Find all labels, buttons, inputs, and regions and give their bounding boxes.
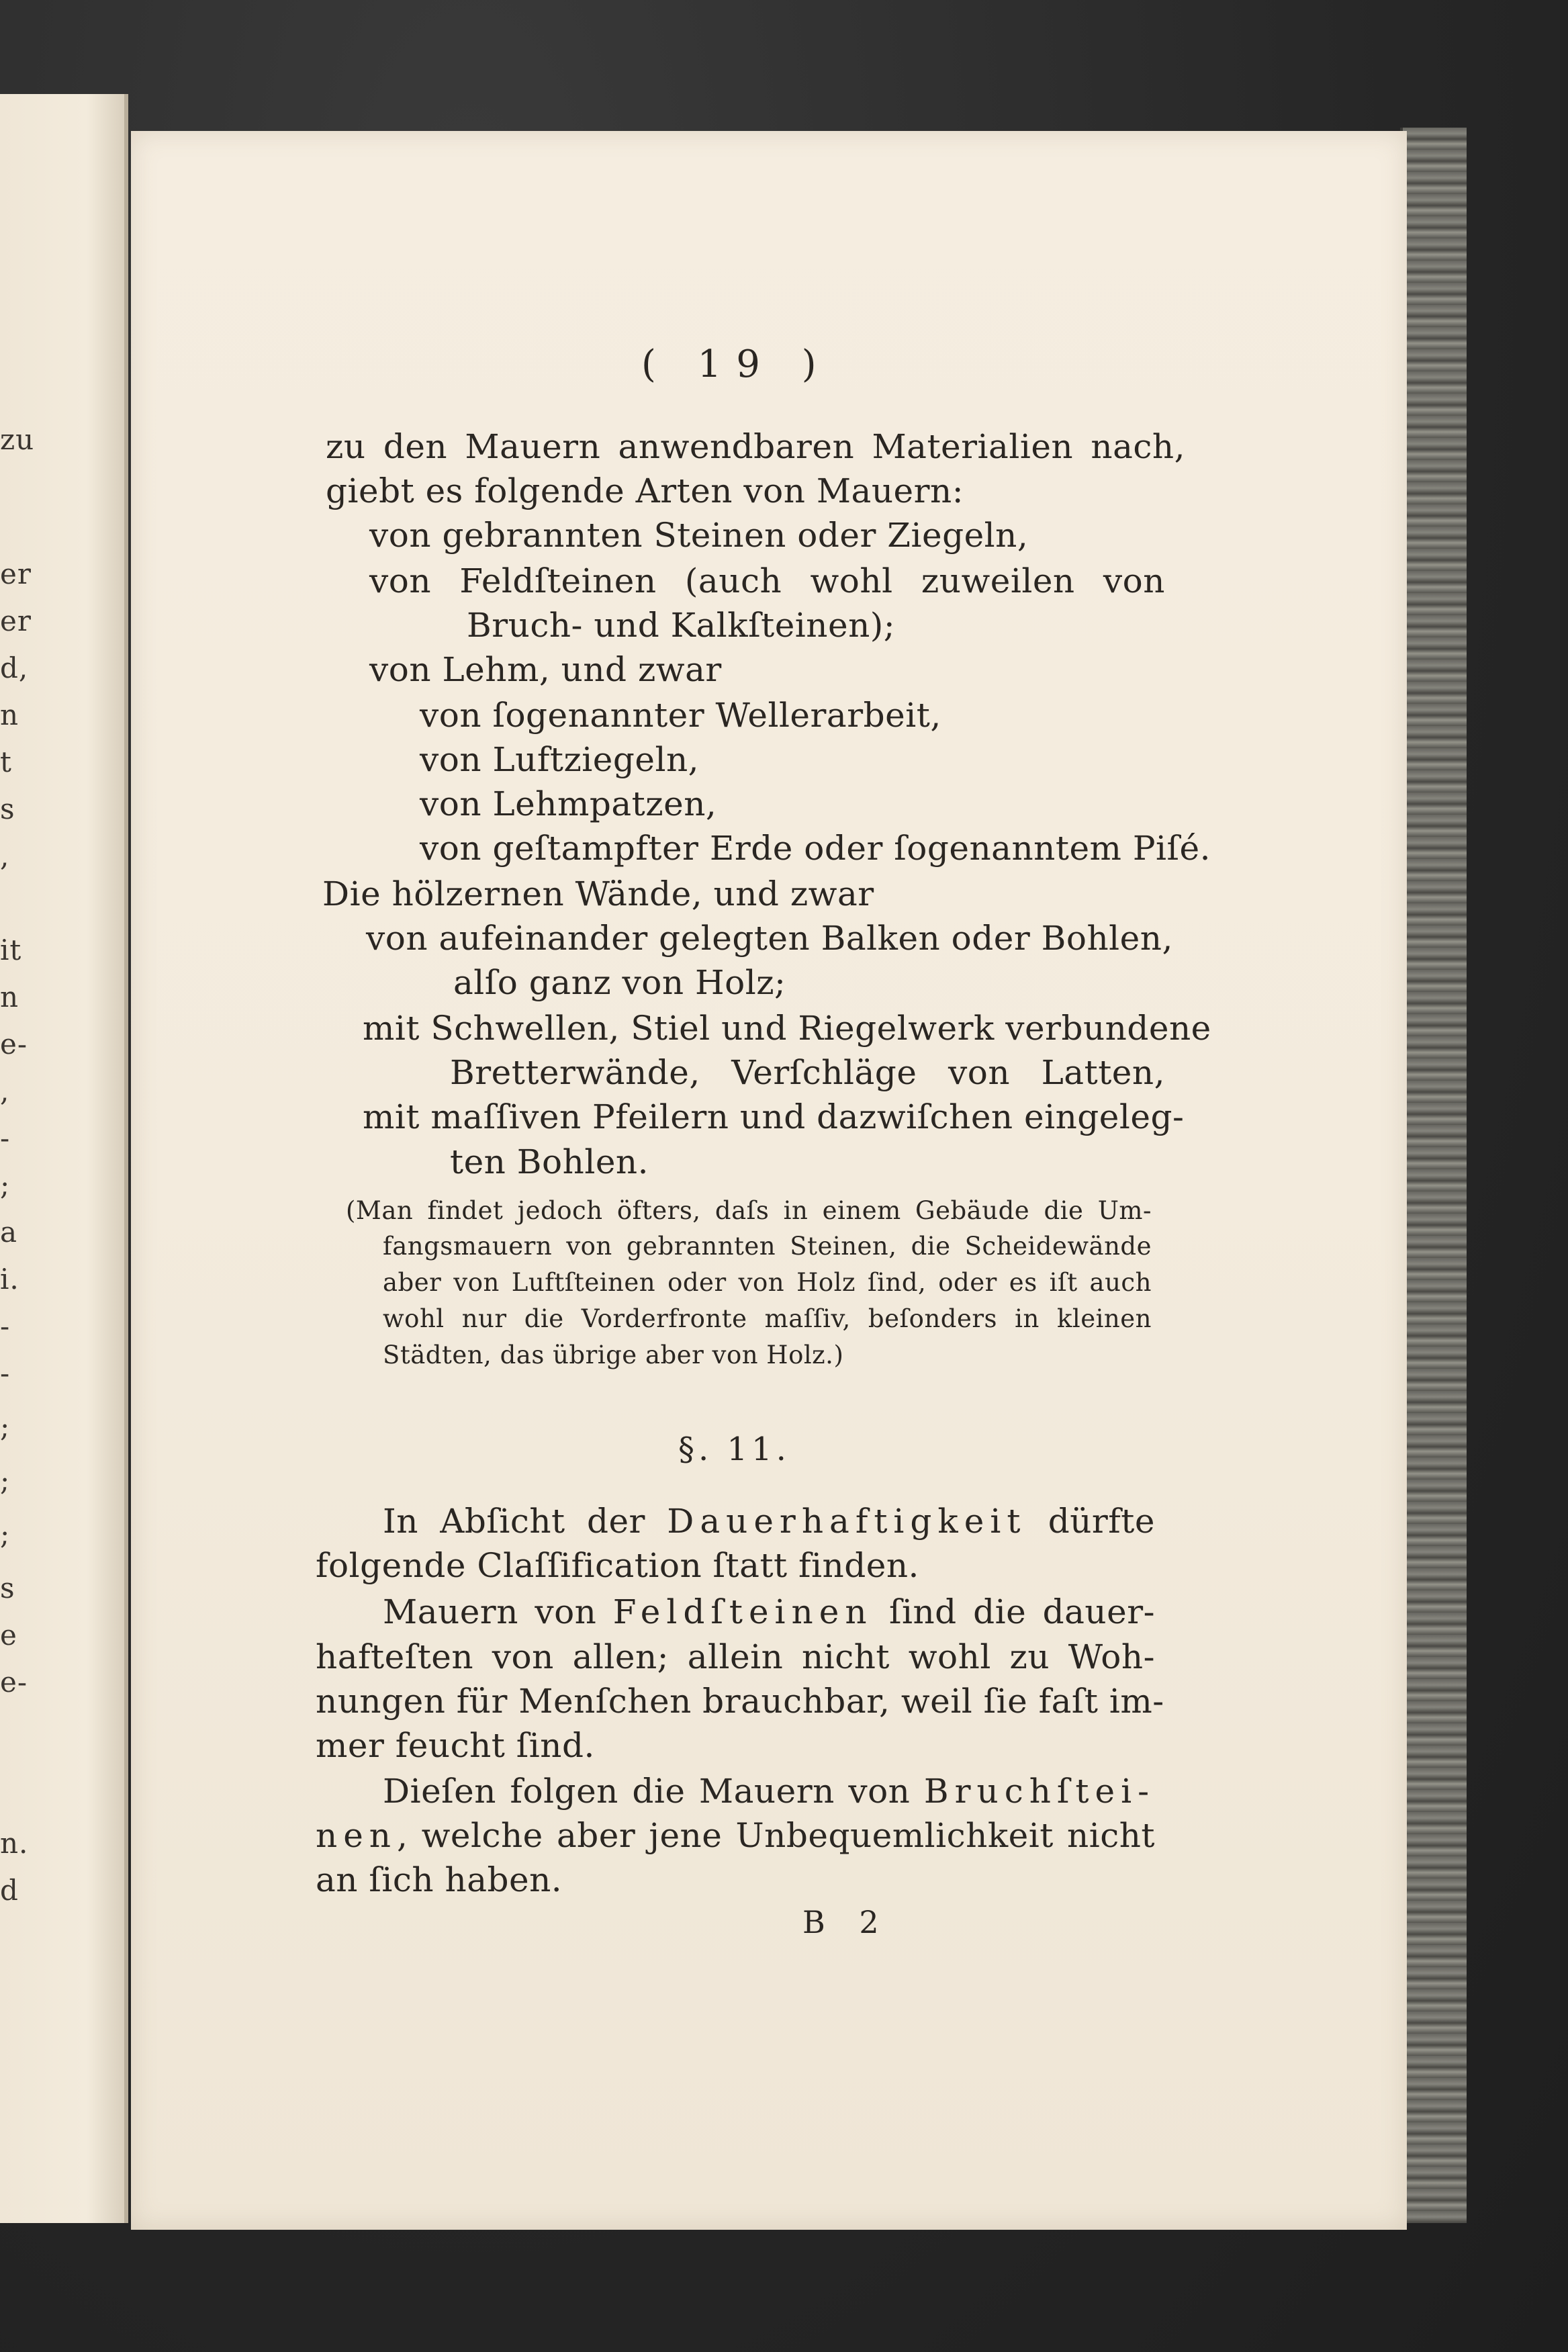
text-line: zu den Mauern anwendbaren Materialien nach, — [326, 427, 1185, 466]
text-span: In Abſicht der — [383, 1502, 667, 1541]
left-page-fragment: i. — [0, 1263, 19, 1296]
left-page-fragment: ; — [0, 1169, 11, 1202]
paragraph-line — [383, 1501, 1155, 1541]
left-page-fragment: - — [0, 1357, 11, 1390]
left-page-fragment: , — [0, 840, 10, 872]
left-page-fragment: d — [0, 1874, 19, 1907]
text-span: Dieſen folgen die Mauern von — [383, 1772, 924, 1811]
text-line: von geſtampfter Erde oder ſogenanntem Piſé. — [420, 829, 1211, 868]
text-span: dürfte — [1026, 1502, 1155, 1541]
paragraph-line: folgende Claſſification ſtatt finden. — [316, 1546, 919, 1585]
left-page-fragment: ; — [0, 1518, 11, 1551]
footnote-line: (Man findet jedoch öfters, daſs in einem Gebäude die Um- — [346, 1196, 1152, 1225]
text-line: mit maſſiven Pfeilern und dazwiſchen eingeleg- — [363, 1097, 1185, 1136]
emphasis-span: nen — [316, 1816, 397, 1855]
left-page-fragment: er — [0, 604, 32, 637]
text-line: von Feldſteinen (auch wohl zuweilen von — [369, 561, 1165, 600]
left-page-fragment: a — [0, 1216, 18, 1249]
text-line: von Lehm, und zwar — [369, 650, 722, 689]
emphasis-span: Dauerhaftigkeit — [667, 1502, 1027, 1541]
text-line: Bretterwände, Verſchläge von Latten, — [450, 1053, 1165, 1092]
text-line: von Luftziegeln, — [420, 740, 700, 779]
left-page-fragment: n. — [0, 1827, 29, 1860]
paragraph-line — [383, 1592, 1155, 1632]
footnote-line: aber von Luftſteinen oder von Holz ſind, oder es iſt auch — [383, 1268, 1152, 1297]
paragraph-line: nungen für Menſchen brauchbar, weil ſie faſt im- — [316, 1682, 1164, 1721]
footnote-line: fangsmauern von gebrannten Steinen, die Scheidewände — [383, 1232, 1152, 1261]
left-page-fragment: n — [0, 698, 19, 731]
text-line: alſo ganz von Holz; — [453, 963, 786, 1002]
left-page-fragment: n — [0, 981, 19, 1013]
text-line: ten Bohlen. — [450, 1142, 649, 1181]
paragraph-line — [383, 1771, 1155, 1811]
emphasis-span: Feldſteinen — [612, 1592, 873, 1631]
left-page-fragment: e- — [0, 1028, 28, 1060]
left-page-fragment: s — [0, 793, 15, 825]
paragraph-line: mer feucht ſind. — [316, 1726, 595, 1765]
page-number: ( 19 ) — [641, 343, 831, 386]
emphasis-span: Bruchſtei- — [923, 1772, 1155, 1811]
signature-mark: B 2 — [802, 1904, 891, 1940]
left-page-fragment: ; — [0, 1464, 11, 1497]
book-page — [131, 131, 1407, 2230]
text-line: Die hölzernen Wände, und zwar — [322, 874, 874, 913]
text-line: von Lehmpatzen, — [420, 784, 717, 823]
left-page-fragment: - — [0, 1122, 11, 1155]
text-line: von gebrannten Steinen oder Ziegeln, — [369, 516, 1029, 555]
footnote-line: Städten, das übrige aber von Holz.) — [383, 1341, 844, 1369]
text-line: giebt es folgende Arten von Mauern: — [326, 471, 964, 510]
text-line: von ſogenannter Wellerarbeit, — [420, 696, 941, 735]
text-span: , welche aber jene Unbequemlichkeit nicht — [397, 1816, 1155, 1855]
left-page-fragment: e — [0, 1619, 17, 1652]
left-page-fragment: e- — [0, 1666, 28, 1699]
paragraph-line: an ſich haben. — [316, 1860, 563, 1899]
left-page-fragment: zu — [0, 423, 35, 456]
left-page-fragment: , — [0, 1075, 10, 1107]
left-page-fragment: - — [0, 1310, 11, 1343]
left-facing-page — [0, 94, 128, 2223]
left-page-fragment: t — [0, 745, 12, 778]
text-line: Bruch- und Kalkſteinen); — [467, 606, 896, 645]
text-span: ſind die dauer- — [872, 1592, 1155, 1631]
left-page-fragment: d, — [0, 651, 29, 684]
left-page-fragment: ; — [0, 1410, 11, 1443]
book-binding-edge — [1400, 128, 1467, 2223]
section-heading: §. 11. — [678, 1431, 790, 1468]
paragraph-line — [316, 1815, 1155, 1856]
text-span: Mauern von — [383, 1592, 613, 1631]
left-page-fragment: it — [0, 934, 22, 966]
page-text — [131, 131, 1407, 2230]
text-line: von aufeinander gelegten Balken oder Bohlen, — [366, 919, 1173, 958]
paragraph-line: hafteſten von allen; allein nicht wohl zu Woh- — [316, 1637, 1155, 1676]
left-page-fragment: er — [0, 557, 32, 590]
text-line: mit Schwellen, Stiel und Riegelwerk verbundene — [363, 1009, 1211, 1048]
left-page-fragment: s — [0, 1572, 15, 1604]
footnote-line: wohl nur die Vorderfronte maſſiv, beſonders in kleinen — [383, 1304, 1152, 1333]
